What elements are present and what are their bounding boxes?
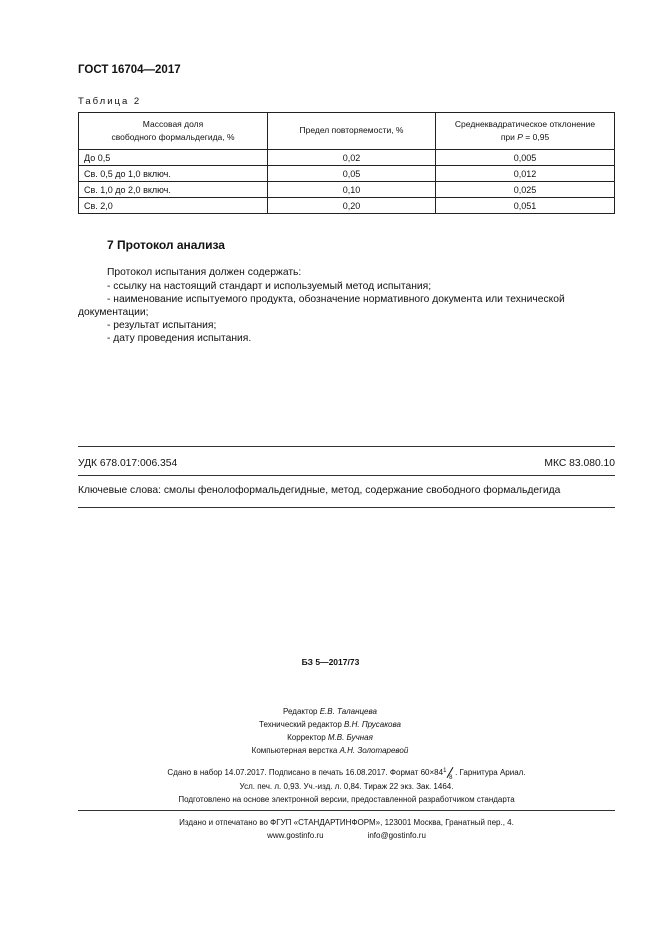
prepared-line: Подготовлено на основе электронной версии, предоставленной разработчиком стандарта — [178, 795, 515, 804]
cell-std-deviation: 0,025 — [436, 182, 615, 198]
keywords: Ключевые слова: смолы фенолоформальдегидные, метод, содержание свободного формальдегида — [78, 485, 561, 496]
column-header-std-deviation-line1: Среднеквадратическое отклонение — [454, 118, 596, 129]
credit-tech-editor-label: Технический редактор — [259, 720, 345, 729]
credit-layout-name: А.Н. Золотаревой — [339, 746, 409, 755]
bz-code: БЗ 5—2017/73 — [301, 657, 360, 667]
credit-layout-label: Компьютерная верстка — [251, 746, 340, 755]
list-item: - ссылку на настоящий стандарт и используемый метод испытания; — [107, 281, 432, 292]
cell-mass-fraction: Св. 2,0 — [79, 198, 268, 214]
column-header-std-deviation — [436, 113, 615, 150]
format-fraction — [443, 767, 455, 781]
credit-editor-name: Е.В. Таланцева — [319, 707, 377, 716]
column-header-mass-fraction-line2: свободного формальдегида, % — [111, 132, 235, 142]
credit-layout — [120, 744, 540, 757]
divider-middle — [78, 475, 615, 476]
credit-corrector-name: М.В. Бучная — [327, 733, 373, 742]
table-row — [79, 198, 615, 214]
typeface-text: . Гарнитура Ариал. — [455, 768, 526, 777]
udk-code: УДК 678.017:006.354 — [78, 458, 178, 469]
table-row — [79, 182, 615, 198]
divider-top — [78, 446, 615, 447]
cell-repeatability: 0,02 — [268, 150, 436, 166]
email-link[interactable]: info@gostinfo.ru — [367, 831, 426, 840]
credit-tech-editor-name: В.Н. Прусакова — [344, 720, 401, 729]
format-84: 84 — [434, 768, 444, 777]
cell-mass-fraction: Св. 0,5 до 1,0 включ. — [79, 166, 268, 182]
column-header-std-deviation-suffix: = 0,95 — [522, 132, 550, 142]
cell-mass-fraction: Св. 1,0 до 2,0 включ. — [79, 182, 268, 198]
cell-repeatability: 0,10 — [268, 182, 436, 198]
credit-editor — [120, 705, 540, 718]
precision-table — [78, 112, 615, 214]
cell-repeatability: 0,20 — [268, 198, 436, 214]
print-signing-line — [78, 766, 615, 779]
format-multiply: × — [429, 768, 435, 777]
credit-tech-editor — [120, 718, 540, 731]
document-header: ГОСТ 16704—2017 — [78, 64, 181, 76]
cell-mass-fraction: До 0,5 — [79, 150, 268, 166]
column-header-std-deviation-prefix: при — [500, 132, 518, 142]
publisher-line: Издано и отпечатано во ФГУП «СТАНДАРТИНФОРМ», 123001 Москва, Гранатный пер., 4. — [179, 818, 514, 827]
cell-repeatability: 0,05 — [268, 166, 436, 182]
list-item: - наименование испытуемого продукта, обозначение нормативного документа или технической документации; — [78, 294, 565, 318]
divider-bottom — [78, 507, 615, 508]
format-fraction-numerator: 1 — [443, 767, 447, 774]
credit-editor-label: Редактор — [283, 707, 320, 716]
section-intro: Протокол испытания должен содержать: — [107, 267, 302, 278]
list-item: - дату проведения испытания. — [107, 333, 252, 344]
credit-corrector — [120, 731, 540, 744]
print-volume-line: Усл. печ. л. 0,93. Уч.-изд. л. 0,84. Тираж 22 экз. Зак. 1464. — [239, 782, 454, 791]
column-header-mass-fraction-line1: Массовая доля — [142, 118, 204, 129]
section-heading: 7 Протокол анализа — [107, 238, 225, 252]
contacts-line — [78, 829, 615, 842]
list-item: - результат испытания; — [107, 320, 217, 331]
table-header-row — [79, 113, 615, 150]
divider-imprint — [78, 810, 615, 811]
cell-std-deviation: 0,012 — [436, 166, 615, 182]
credit-corrector-label: Корректор — [287, 733, 328, 742]
website-link[interactable]: www.gostinfo.ru — [267, 831, 324, 840]
column-header-mass-fraction — [79, 113, 268, 150]
column-header-repeatability: Предел повторяемости, % — [268, 113, 436, 150]
column-header-std-deviation-var: P — [517, 132, 523, 142]
table-row — [79, 150, 615, 166]
cell-std-deviation: 0,005 — [436, 150, 615, 166]
signing-text: Сдано в набор 14.07.2017. Подписано в печать 16.08.2017. Формат 60 — [167, 768, 430, 777]
table-row — [79, 166, 615, 182]
table-caption: Таблица 2 — [78, 96, 142, 107]
cell-std-deviation: 0,051 — [436, 198, 615, 214]
format-fraction-denominator: 8 — [449, 774, 453, 781]
mks-code: МКС 83.080.10 — [544, 458, 615, 469]
